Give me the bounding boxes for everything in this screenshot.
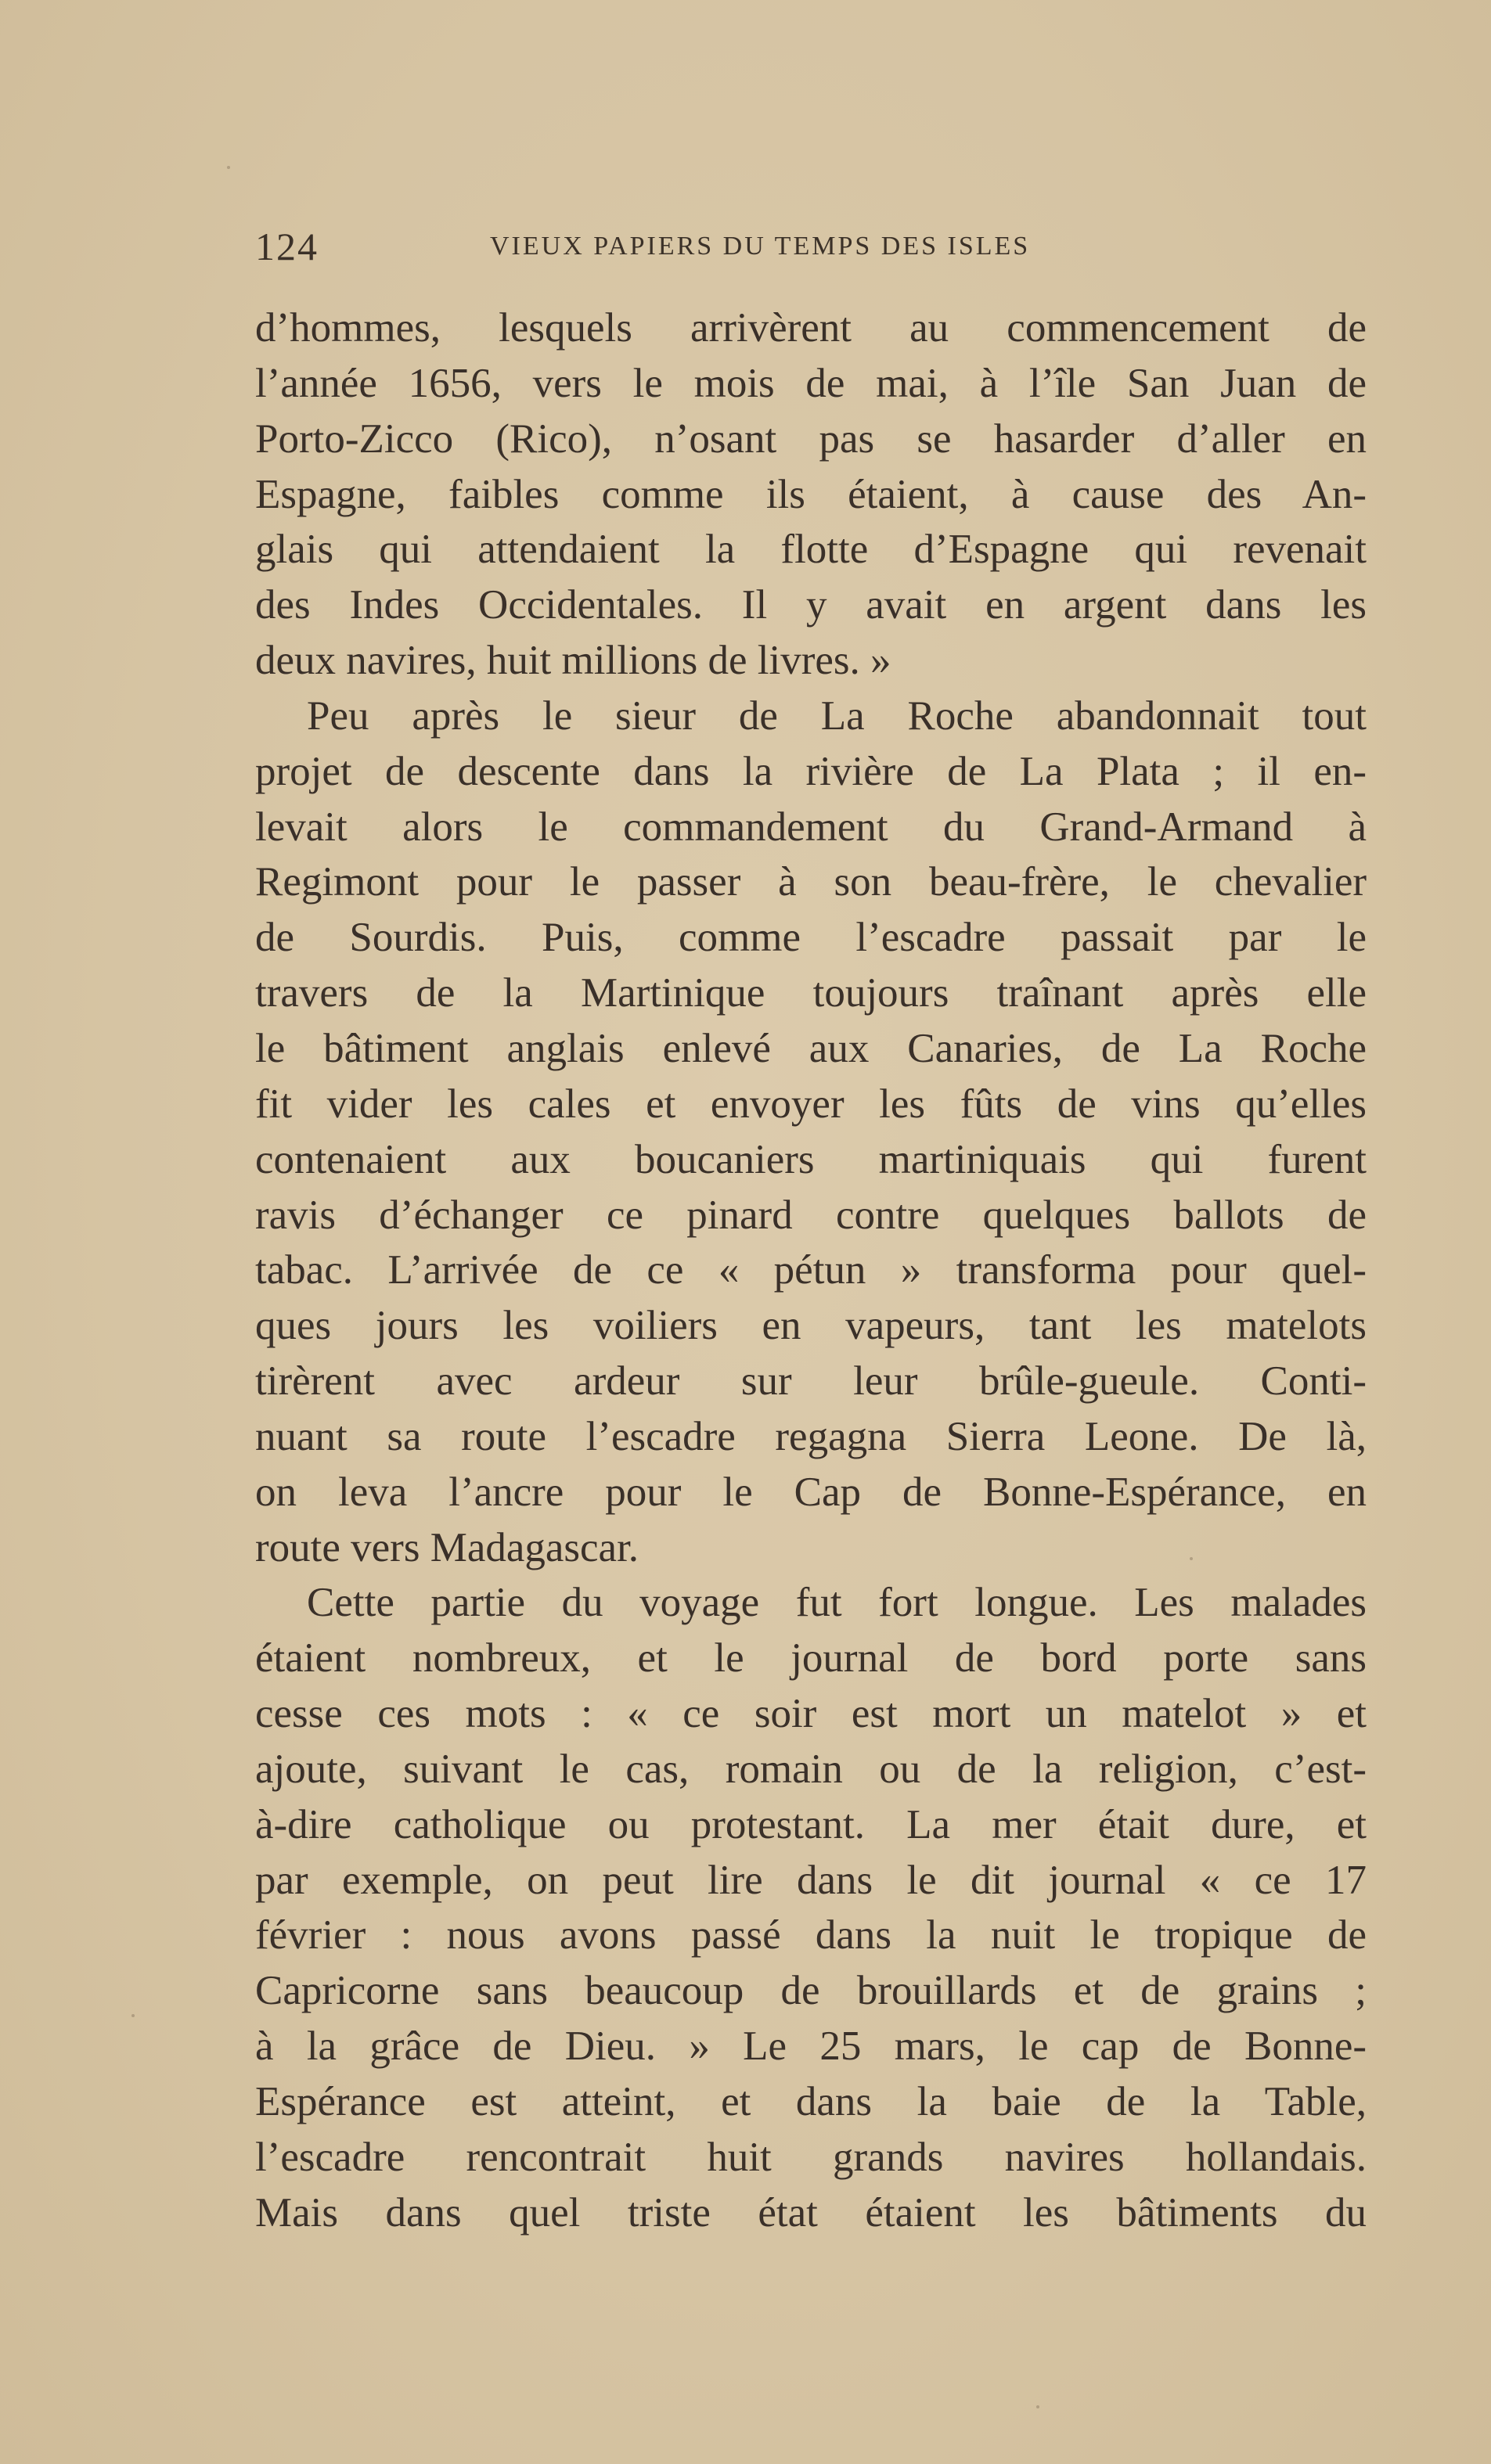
text-line: Espagne, faibles comme ils étaient, à cause des An- — [255, 471, 1367, 517]
page-header — [255, 224, 1367, 271]
text-line: étaient nombreux, et le journal de bord porte sans — [255, 1635, 1367, 1682]
body-text — [255, 300, 1367, 2241]
text-line: glais qui attendaient la flotte d’Espagne qui revenait — [255, 527, 1367, 573]
text-line: levait alors le commandement du Grand-Armand à — [255, 804, 1367, 850]
text-line: Capricorne sans beaucoup de brouillards et de grains ; — [255, 1968, 1367, 2014]
paper-speck — [131, 2014, 135, 2017]
text-line: à-dire catholique ou protestant. La mer était dure, et — [255, 1801, 1367, 1847]
text-line: Porto-Zicco (Rico), n’osant pas se hasarder d’aller en — [255, 415, 1367, 462]
text-line: travers de la Martinique toujours traînant après elle — [255, 970, 1367, 1016]
text-line: cesse ces mots : « ce soir est mort un matelot » et — [255, 1691, 1367, 1737]
text-line: Cette partie du voyage fut fort longue. Les malades — [307, 1580, 1367, 1626]
text-line: février : nous avons passé dans la nuit le tropique de — [255, 1912, 1367, 1959]
paper-speck — [1190, 1557, 1193, 1560]
text-line: fit vider les cales et envoyer les fûts de vins qu’elles — [255, 1081, 1367, 1127]
text-line: Espérance est atteint, et dans la baie de la Table, — [255, 2079, 1367, 2124]
text-line: par exemple, on peut lire dans le dit journal « ce 17 — [255, 1857, 1367, 1903]
text-line: des Indes Occidentales. Il y avait en argent dans les — [255, 582, 1367, 628]
text-line: projet de descente dans la rivière de La Plata ; il en- — [255, 748, 1367, 794]
text-line: on leva l’ancre pour le Cap de Bonne-Espérance, en — [255, 1469, 1367, 1515]
page-number: 124 — [255, 225, 319, 268]
text-line: le bâtiment anglais enlevé aux Canaries, de La Roche — [255, 1025, 1367, 1071]
text-line: à la grâce de Dieu. » Le 25 mars, le cap de Bonne- — [255, 2023, 1367, 2070]
paper-speck — [1036, 2405, 1039, 2408]
text-line: contenaient aux boucaniers martiniquais qui furent — [255, 1136, 1367, 1182]
text-line: Mais dans quel triste état étaient les bâtiments du — [255, 2189, 1367, 2236]
text-line: ajoute, suivant le cas, romain ou de la religion, c’est- — [255, 1746, 1367, 1792]
text-line: nuant sa route l’escadre regagna Sierra Leone. De là, — [255, 1413, 1367, 1459]
text-line: l’année 1656, vers le mois de mai, à l’île San Juan de — [255, 360, 1367, 406]
text-line: ravis d’échanger ce pinard contre quelques ballots de — [255, 1192, 1367, 1238]
text-line: d’hommes, lesquels arrivèrent au commencement de — [255, 305, 1367, 351]
text-line: de Sourdis. Puis, comme l’escadre passait par le — [255, 915, 1367, 961]
text-line: Peu après le sieur de La Roche abandonnait tout — [307, 692, 1367, 739]
text-line: route vers Madagascar. — [255, 1524, 639, 1570]
text-line: Regimont pour le passer à son beau-frère, le chevalier — [255, 859, 1367, 905]
paper-speck — [227, 166, 230, 169]
text-line: tirèrent avec ardeur sur leur brûle-gueule. Conti- — [255, 1358, 1367, 1405]
text-line: tabac. L’arrivée de ce « pétun » transforma pour quel- — [255, 1247, 1367, 1293]
text-line: deux navires, huit millions de livres. » — [255, 638, 891, 684]
text-line: l’escadre rencontrait huit grands navires hollandais. — [255, 2134, 1367, 2180]
running-title: VIEUX PAPIERS DU TEMPS DES ISLES — [490, 232, 1031, 261]
text-line: ques jours les voiliers en vapeurs, tant les matelots — [255, 1303, 1367, 1349]
